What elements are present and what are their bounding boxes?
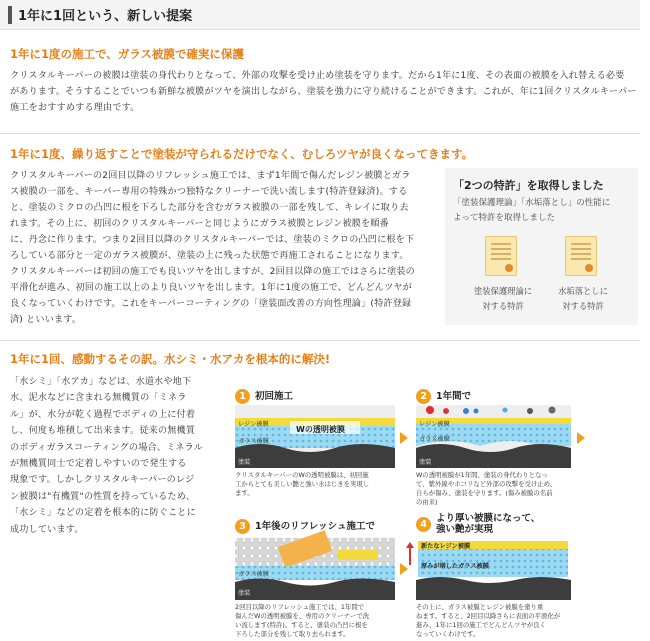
- caption-line: 工からとても美しい艶と強い水はじきを実現し: [235, 480, 370, 488]
- caption-line: い流します(特許)。すると、塗装の凸凹に根を: [235, 621, 368, 629]
- caption-line: 進み、1年に1回の施工でどんどんツヤが良く: [416, 621, 546, 629]
- arrow-right-icon: [400, 563, 408, 575]
- step1-caption: [235, 471, 400, 498]
- caption-line: 水垢落としに: [558, 286, 608, 296]
- section2-line: クリスタルキーパーは初回の施工でも良いツヤを出しますが、2回目以降の施工ではさらに塗装の: [10, 267, 415, 277]
- step2-caption: [416, 471, 581, 507]
- label-w-film: Wの透明被膜: [296, 425, 345, 434]
- section1-line: 施工をおすすめする理由です。: [10, 103, 140, 113]
- caption-line: その上に、ガラス被膜とレジン被膜を塗り重: [416, 603, 544, 611]
- section2-line: 良くなっていくわけです。これをキーパーコーティングの「塗装面改善の方向性理論」(特許登録: [10, 299, 412, 309]
- caption-line: ます。: [235, 489, 254, 497]
- step3-title: 1年後のリフレッシュ施工で: [255, 521, 375, 532]
- section3-line: ン被膜は"有機質"の性質を持っているため、: [10, 491, 195, 502]
- caption-line: 下ろした部分を残して取り去られます。: [235, 630, 350, 638]
- section3-line: 水、泥水などに含まれる無機質の「ミネラ: [10, 393, 187, 404]
- caption-line: 2回目以降のリフレッシュ施工では、1年間で: [235, 603, 365, 611]
- patent-desc-line: よって特許を取得しました: [453, 213, 556, 223]
- label-glass: ガラス被膜: [419, 436, 450, 443]
- caption-line: て、紫外線やホコリなど外部の攻撃を受け止め、: [416, 480, 557, 488]
- section2-title: 1年に1度、繰り返すことで塗装が守られるだけでなく、むしろツヤが良くなってきます。: [10, 147, 474, 161]
- caption-line: 傷んだWの透明被膜を、専用のクリーナーで洗: [235, 612, 370, 620]
- section1-title: 1年に1度の施工で、ガラス被膜で確実に保護: [10, 47, 244, 61]
- caption-line: の由来): [416, 498, 438, 506]
- section2-line: クリスタルキーパーの2回目以降のリフレッシュ施工では、まず1年間で傷んだレジン被膜とガラ: [10, 171, 411, 181]
- section2-line: ろしている部分と一定のガラス被膜が、塗装の上に残った状態で再施工されることになります。: [10, 251, 409, 261]
- section3-line: 「水シミ」「水アカ」などは、水道水や地下: [10, 377, 192, 387]
- caption-line: 自らが傷み、塗装を守ります。(傷み被膜の名前: [416, 489, 553, 497]
- section3-line: 現象です。しかしクリスタルキーパーのレジ: [10, 475, 195, 486]
- caption-line: ねます。すると、2回目以降さらに表面の平滑化が: [416, 612, 561, 620]
- section3-line: 成功しています。: [10, 524, 84, 535]
- step2-number: 2: [416, 389, 431, 404]
- step4-title-line: より厚い被膜になって、: [436, 513, 541, 524]
- patent-desc-line: 「塗装保護理論」「水垢落とし」の性能に: [453, 198, 611, 208]
- section3-line: 「水シミ」などの定着を根本的に防ぐことに: [10, 508, 196, 519]
- section2-line: 平滑化が進み、初回の施工以上のより良いツヤを出します。1年に1度の施工で、どんどんツヤが: [10, 283, 412, 293]
- label-resin: レジン被膜: [238, 421, 269, 428]
- step4-title-line: 強い艶が実現: [436, 524, 494, 535]
- step3-caption: [235, 603, 400, 639]
- step4-caption: [416, 603, 581, 639]
- section3-title: 1年に1回、感動するその訳。水シミ・水アカを根本的に解決!: [10, 352, 331, 366]
- caption-line: Wの透明被膜が1年間、塗装の身代わりとなっ: [416, 471, 548, 479]
- step4-title: [436, 513, 540, 535]
- label-new-resin: 新たなレジン被膜: [421, 543, 471, 550]
- caption-line: 対する特許: [562, 301, 604, 311]
- section1-line: があります。そうすることでいつも新鮮な被膜がツヤを演出しながら、塗装を強力に守り続けることができます。これが、年に1回クリスタルキーパー: [10, 87, 637, 97]
- section2-line: 済) といいます。: [10, 315, 82, 325]
- label-glass: ガラス被膜: [238, 571, 269, 578]
- patent-title: 「2つの特許」を取得しました: [453, 179, 604, 192]
- label-glass: ガラス被膜: [238, 438, 269, 445]
- label-paint: 塗装: [238, 590, 251, 597]
- section3-line: ル」が、水分が乾く過程でボディの上に付着: [10, 409, 196, 420]
- step1-number: 1: [235, 389, 250, 404]
- arrow-right-icon: [400, 432, 408, 444]
- label-thick-glass: 厚みが増したガラス被膜: [421, 563, 489, 570]
- label-paint: 塗装: [238, 459, 251, 466]
- caption-line: クリスタルキーパーのWの透明被膜は、初回施: [235, 471, 369, 479]
- section2-line: に、丹念に作ります。つまり2回目以降のクリスタルキーパーでは、塗装のミクロの凸凹に根を下: [10, 235, 415, 245]
- section3-line: が無機質同士で定着しやすいので発生する: [10, 459, 187, 470]
- step3-number: 3: [235, 519, 250, 534]
- section3-line: のボディガラスコーティングの場合、ミネラル: [10, 442, 203, 453]
- caption-line: なっていくわけです。: [416, 630, 480, 638]
- label-paint: 塗装: [419, 459, 432, 466]
- section2-line: ス被膜の一部を、キーパー専用の特殊かつ独特なクリーナーで洗い流します(特許登録済)。する: [10, 187, 408, 197]
- step1-title: 初回施工: [255, 391, 294, 402]
- section2-line: と、塗装のミクロの凸凹に根を下ろした部分を含むガラス被膜の一部を残して、キレイに取り去: [10, 203, 409, 213]
- caption-line: 対する特許: [482, 301, 524, 311]
- arrow-right-icon: [577, 432, 585, 444]
- section3-line: し、何度も堆積して出来ます。従来の無機質: [10, 426, 196, 437]
- section1-line: クリスタルキーパーの被膜は塗装の身代わりとなって、外部の攻撃を受け止め塗装を守ります。だから1年に1度、その表面の被膜を入れ替える必要: [10, 71, 625, 81]
- page-title: 1年に1回という、新しい提案: [18, 9, 193, 24]
- step2-title: 1年間で: [436, 391, 472, 402]
- caption-line: 塗装保護理論に: [473, 286, 533, 296]
- section2-line: れます。その上に、初回のクリスタルキーパーと同じようにガラス被膜とレジン被膜を順番: [10, 219, 389, 229]
- step4-number: 4: [416, 517, 431, 532]
- label-resin: レジン被膜: [419, 421, 450, 428]
- step3-panel: [235, 530, 395, 600]
